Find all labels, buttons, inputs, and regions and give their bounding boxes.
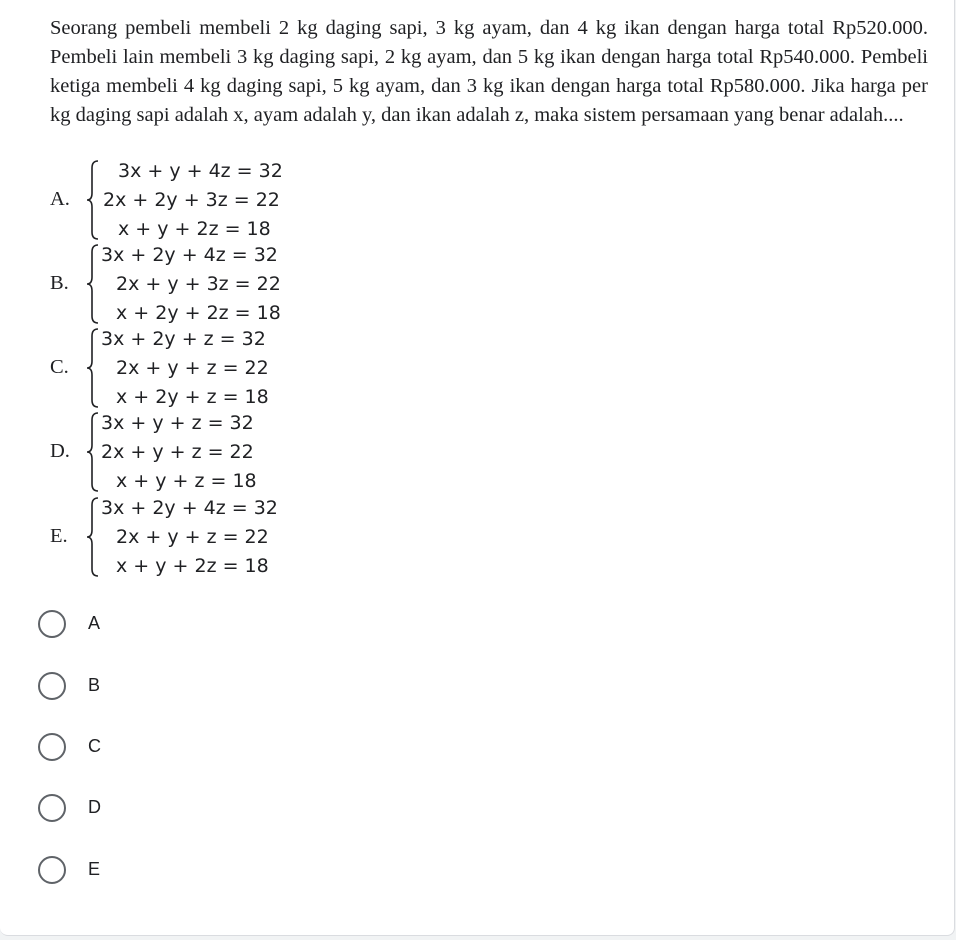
left-brace-icon — [86, 327, 100, 409]
equation: x + y + 2z = 18 — [116, 555, 269, 577]
radio-option-e[interactable] — [38, 853, 278, 885]
left-brace-icon — [86, 159, 100, 241]
equation: 3x + 2y + z = 32 — [101, 328, 266, 350]
left-brace-icon — [86, 243, 100, 325]
choice-label: B. — [50, 272, 69, 294]
equation: x + y + 2z = 18 — [118, 218, 271, 240]
choice-label: D. — [50, 440, 70, 462]
equation: x + 2y + z = 18 — [116, 386, 269, 408]
equation: 2x + y + z = 22 — [101, 441, 254, 463]
equation: 3x + y + 4z = 32 — [118, 160, 283, 182]
radio-option-label: D — [88, 797, 101, 817]
choice-label: A. — [50, 188, 70, 210]
equation: 2x + y + 3z = 22 — [116, 273, 281, 295]
radio-option-a[interactable] — [38, 607, 278, 639]
left-brace-icon — [86, 411, 100, 493]
equation: 3x + 2y + 4z = 32 — [101, 244, 278, 266]
equation: 3x + y + z = 32 — [101, 412, 254, 434]
radio-option-label: E — [88, 859, 101, 879]
radio-option-label: A — [88, 613, 101, 633]
radio-circle-icon[interactable] — [38, 672, 66, 700]
radio-circle-icon[interactable] — [38, 794, 66, 822]
choice-label: E. — [50, 525, 68, 547]
radio-option-c[interactable] — [38, 730, 278, 762]
equation: 2x + 2y + 3z = 22 — [103, 189, 280, 211]
radio-option-label: C — [88, 736, 101, 756]
equation: 2x + y + z = 22 — [116, 357, 269, 379]
equation: 2x + y + z = 22 — [116, 526, 269, 548]
left-brace-icon — [86, 496, 100, 578]
radio-circle-icon[interactable] — [38, 610, 66, 638]
equation: 3x + 2y + 4z = 32 — [101, 497, 278, 519]
question-text: Seorang pembeli membeli 2 kg daging sapi, 3 kg ayam, dan 4 kg ikan dengan harga total Rp520.000. Pembeli lain membeli 3 kg daging sapi, 2 kg ayam, dan 5 kg ikan dengan harga total Rp540.000. Pembeli ketiga membeli 4 kg daging sapi, 5 kg ayam, dan 3 kg ikan dengan harga total Rp580.000. Jika harga per kg daging sapi adalah x, ayam adalah y, dan ikan adalah z, maka sistem persamaan yang benar adalah.... — [50, 17, 928, 126]
choice-label: C. — [50, 356, 69, 378]
radio-option-d[interactable] — [38, 791, 278, 823]
radio-circle-icon[interactable] — [38, 733, 66, 761]
equation: x + y + z = 18 — [116, 470, 257, 492]
equation: x + 2y + 2z = 18 — [116, 302, 281, 324]
radio-option-label: B — [88, 675, 101, 695]
radio-circle-icon[interactable] — [38, 856, 66, 884]
radio-option-b[interactable] — [38, 669, 278, 701]
